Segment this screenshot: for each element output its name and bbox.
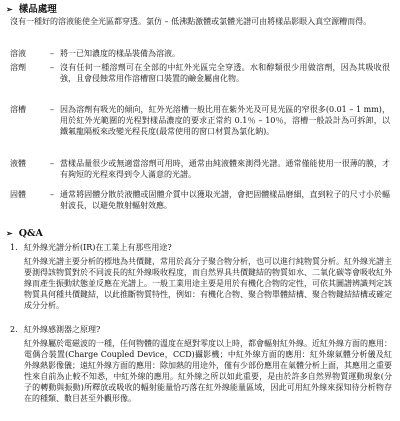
term-definition: 將一已知濃度的樣品裝備為溶液。 [60,49,180,58]
answer-1: 紅外線光譜主要分析的標地為共價鍵，常用於高分子聚合物分析，也可以進行純物質分析。紅外線光譜主要測得該物質對於不同波長的紅外線吸收程度，而自然界具共價鍵結的物質如水、二氧化碳等會吸收紅外線而產生振動狀態並反應在光譜上。一般工業用途主要是用於有機化合物的定性，可依其圖譜辨識判定該物質具何種共價鍵結，以此推斷物質特性，例如：有機化合物、聚合物單體結構、聚合物鍵結結構或確定成分分析。 [24,257,392,310]
answer-2: 紅外線屬於電磁波的一種，任何物體的溫度在絕對零度以上時，都會輻射紅外線。近紅外線方面的應用：電偶合裝置(Charge Coupled Device，CCD)攝影機；中紅外線方面的應用：紅外線氣體分析儀及紅外線熱影像儀；遠紅外線方面的應用：除加熱的用途外，僅有少部份應用在氣體分析上面，其應用之重要性來自前為止較不知悉，中紅外線的應用。紅外線之所以如此重要，是由於許多自然界物質運動現象(分子的轉動與振動)所釋放或吸收的輻射能量恰巧落在紅外線能量區域，因此可用紅外線來探知待分析物存在的種類、數目甚至外觀形像。 [24,339,392,403]
section-title: 樣品處理 [18,4,57,15]
term-label: 固體 [10,190,26,199]
term-label: 溶槽 [10,105,26,114]
arrow-bullet-icon: ➢ [6,4,13,14]
term-dash: – [50,159,54,168]
section-heading-sample-processing [6,4,57,15]
question-text: 紅外線光譜分析(IR)在工業上有那些用途? [24,243,172,252]
term-dash: – [50,63,54,72]
question-number: 2. [10,325,18,334]
term-label: 溶劑 [10,63,26,72]
term-solid [10,189,390,211]
intro-paragraph: 沒有一種好的溶液能使全光區都穿透。氯仿 – 低沸點激體或氯體光譜可由將樣品影眼入真空源糟而得。 [10,17,372,26]
arrow-bullet-icon: ➢ [6,228,13,238]
term-dash: – [50,49,54,58]
term-dash: – [50,190,54,199]
term-label: 液體 [10,159,26,168]
term-definition: 當樣品量很少或無適當溶劑可用時，通常由純液體來測得光譜。通常僅能使用一很薄的膜，才有夠短的光程來得到令人滿意的光譜。 [60,159,390,179]
term-solution [10,48,390,59]
term-liquid [10,158,390,180]
term-dash: – [50,105,54,114]
question-number: 1. [10,243,18,252]
term-label: 溶液 [10,49,26,58]
term-definition: 因為溶劑有吸光的傾向，紅外光溶槽一般比用在紫外光及可見光區的窄很多(0.01 – 1 mm)，用於紅外光範圍的光程對樣品濃度的要求正常約 0.1％ – 10％，溶槽一般設計為可拆卸，以鐵氟龍隔板來改變光程長度(最常使用的窗口材質為氯化鈉)。 [60,105,390,136]
term-definition: 沒有任何一種溶劑可在全部的中紅外光區完全穿透。水和醇類很少用做溶劑，因為其吸收很強，且會侵蝕常用作溶槽窗口裝置的鹼金屬鹵化物。 [60,63,390,83]
section-title: Q&A [18,228,43,239]
term-solvent [10,62,390,84]
question-1 [10,242,390,253]
term-definition: 通常將固體分散於液體或固體介質中以獲取光譜，會把固體樣品磨細，直到粒子的尺寸小於輻射波長，以避免散射輻射效應。 [60,190,390,210]
question-2 [10,324,390,335]
section-heading-qa [6,228,43,239]
term-cell [10,104,390,137]
question-text: 紅外線感測器之原理? [24,325,101,334]
